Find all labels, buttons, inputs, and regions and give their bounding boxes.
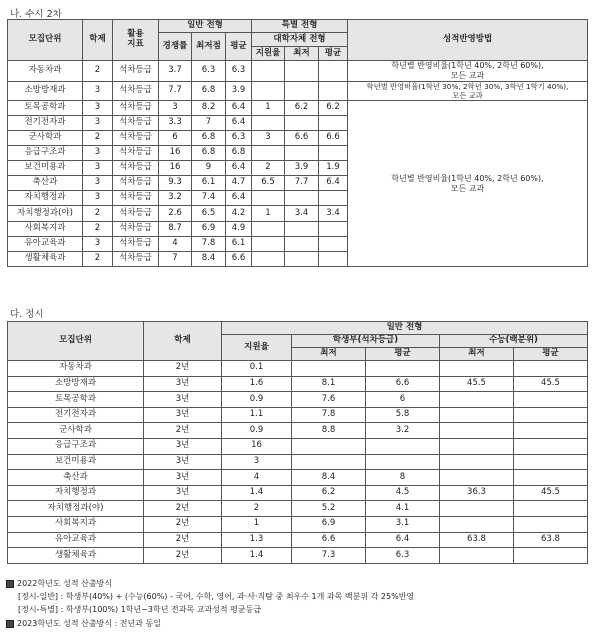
special-average-cell: 6.4 — [319, 176, 348, 191]
year-cell: 3년 — [144, 438, 222, 454]
suneung-average-cell — [514, 438, 588, 454]
suneung-lowest-cell: 63.8 — [440, 532, 514, 548]
average-cell: 6.4 — [226, 116, 252, 131]
suneung-lowest-cell — [440, 548, 514, 564]
record-average-cell: 5.8 — [366, 407, 440, 423]
competition-cell: 16 — [159, 146, 192, 161]
unit-cell: 자치행정과 — [8, 485, 144, 501]
year-cell: 3 — [83, 161, 113, 176]
record-lowest-cell: 6.9 — [292, 516, 366, 532]
record-lowest-cell — [292, 438, 366, 454]
suneung-average-cell — [514, 454, 588, 470]
applicants-cell: 1.6 — [222, 376, 292, 392]
average-cell: 6.8 — [226, 146, 252, 161]
index-cell: 석차등급 — [113, 116, 159, 131]
average-cell: 6.4 — [226, 191, 252, 206]
unit-cell: 응급구조과 — [8, 438, 144, 454]
lowest-cell: 6.9 — [192, 222, 226, 237]
year-cell: 2 — [83, 252, 113, 267]
header-lowest: 최저 — [292, 348, 366, 361]
unit-cell: 보건미용과 — [8, 161, 83, 176]
suneung-average-cell: 45.5 — [514, 376, 588, 392]
unit-cell: 유아교육과 — [8, 532, 144, 548]
footer-line-3: [정시-특별] : 학생부(100%) 1학년~3학년 전과목 교과성적 평균등급 — [18, 605, 262, 614]
header-year: 학제 — [144, 322, 222, 361]
index-cell: 석차등급 — [113, 222, 159, 237]
method-note-2: 학년별 반영비율(1학년 30%, 2학년 30%, 3학년 1학기 40%), 모든 교과 — [348, 82, 588, 101]
header-special: 특별 전형 — [252, 20, 348, 33]
method-note-1: 학년별 반영비율(1학년 40%, 2학년 60%), 모든 교과 — [348, 61, 588, 82]
competition-cell: 3.3 — [159, 116, 192, 131]
suneung-lowest-cell — [440, 516, 514, 532]
header-lowest: 최저점 — [192, 33, 226, 61]
applicants-cell: 1.4 — [222, 548, 292, 564]
record-average-cell: 6.4 — [366, 532, 440, 548]
table-row — [8, 501, 588, 517]
suneung-lowest-cell: 45.5 — [440, 376, 514, 392]
unit-cell: 축산과 — [8, 176, 83, 191]
index-cell: 석차등급 — [113, 161, 159, 176]
special-applicants-cell — [252, 191, 285, 206]
record-average-cell: 3.1 — [366, 516, 440, 532]
competition-cell: 4 — [159, 237, 192, 252]
applicants-cell: 1.4 — [222, 485, 292, 501]
competition-cell: 3.7 — [159, 61, 192, 82]
average-cell: 4.2 — [226, 206, 252, 222]
unit-cell: 전기전자과 — [8, 116, 83, 131]
year-cell: 3 — [83, 82, 113, 101]
record-average-cell: 6 — [366, 392, 440, 408]
unit-cell: 사회복지과 — [8, 516, 144, 532]
applicants-cell: 16 — [222, 438, 292, 454]
applicants-cell: 4 — [222, 470, 292, 486]
table-row — [8, 82, 588, 101]
header-general: 일반 전형 — [159, 20, 252, 33]
susi-table — [7, 19, 588, 267]
index-cell: 석차등급 — [113, 191, 159, 206]
suneung-average-cell — [514, 516, 588, 532]
table-row — [8, 361, 588, 377]
unit-cell: 생활체육과 — [8, 252, 83, 267]
lowest-cell: 9 — [192, 161, 226, 176]
average-cell: 4.7 — [226, 176, 252, 191]
index-cell: 석차등급 — [113, 101, 159, 116]
special-applicants-cell — [252, 82, 285, 101]
average-cell: 6.1 — [226, 237, 252, 252]
record-lowest-cell: 8.1 — [292, 376, 366, 392]
unit-cell: 전기전자과 — [8, 407, 144, 423]
record-average-cell: 4.5 — [366, 485, 440, 501]
header-average2: 평균 — [319, 47, 348, 61]
header-unit: 모집단위 — [8, 322, 144, 361]
special-average-cell — [319, 61, 348, 82]
competition-cell: 3 — [159, 101, 192, 116]
competition-cell: 9.3 — [159, 176, 192, 191]
unit-cell: 소방방재과 — [8, 376, 144, 392]
table-row — [8, 454, 588, 470]
special-lowest-cell — [285, 252, 319, 267]
lowest-cell: 6.8 — [192, 146, 226, 161]
competition-cell: 7.7 — [159, 82, 192, 101]
year-cell: 2년 — [144, 516, 222, 532]
unit-cell: 토목공학과 — [8, 101, 83, 116]
table-row — [8, 376, 588, 392]
year-cell: 2년 — [144, 423, 222, 439]
special-average-cell — [319, 146, 348, 161]
suneung-average-cell: 63.8 — [514, 532, 588, 548]
record-average-cell — [366, 361, 440, 377]
unit-cell: 보건미용과 — [8, 454, 144, 470]
year-cell: 3년 — [144, 485, 222, 501]
header-average: 평균 — [366, 348, 440, 361]
year-cell: 3년 — [144, 376, 222, 392]
unit-cell: 자치행정과(야) — [8, 206, 83, 222]
applicants-cell: 3 — [222, 454, 292, 470]
competition-cell: 7 — [159, 252, 192, 267]
method-note-3: 학년별 반영비율(1학년 40%, 2학년 60%), 모든 교과 — [348, 101, 588, 267]
unit-cell: 군사학과 — [8, 131, 83, 146]
unit-cell: 자치행정과(야) — [8, 501, 144, 517]
index-cell: 석차등급 — [113, 206, 159, 222]
suneung-lowest-cell — [440, 423, 514, 439]
applicants-cell: 0.1 — [222, 361, 292, 377]
special-lowest-cell — [285, 116, 319, 131]
average-cell: 4.9 — [226, 222, 252, 237]
table-row — [8, 61, 588, 82]
year-cell: 2 — [83, 61, 113, 82]
year-cell: 2 — [83, 206, 113, 222]
average-cell: 6.4 — [226, 101, 252, 116]
record-lowest-cell: 7.3 — [292, 548, 366, 564]
applicants-cell: 0.9 — [222, 423, 292, 439]
suneung-average-cell — [514, 423, 588, 439]
lowest-cell: 7.8 — [192, 237, 226, 252]
year-cell: 2년 — [144, 361, 222, 377]
record-lowest-cell: 6.6 — [292, 532, 366, 548]
special-lowest-cell — [285, 82, 319, 101]
lowest-cell: 7.4 — [192, 191, 226, 206]
suneung-lowest-cell — [440, 392, 514, 408]
special-lowest-cell — [285, 61, 319, 82]
index-cell: 석차등급 — [113, 131, 159, 146]
index-cell: 석차등급 — [113, 176, 159, 191]
suneung-lowest-cell — [440, 501, 514, 517]
record-average-cell — [366, 454, 440, 470]
special-lowest-cell: 6.6 — [285, 131, 319, 146]
header-applicants: 지원율 — [222, 335, 292, 361]
special-average-cell: 6.6 — [319, 131, 348, 146]
footer-line-2: [정시-일반] : 학생부(40%) + (수능(60%) - 국어, 수학, 영어, 과·사·직탐 중 최우수 1개 과목 백분위 각 25%반영 — [18, 592, 415, 601]
suneung-average-cell — [514, 407, 588, 423]
unit-cell: 토목공학과 — [8, 392, 144, 408]
suneung-average-cell — [514, 470, 588, 486]
special-applicants-cell — [252, 222, 285, 237]
record-average-cell: 8 — [366, 470, 440, 486]
table-row — [8, 101, 588, 116]
special-average-cell — [319, 252, 348, 267]
record-average-cell: 4.1 — [366, 501, 440, 517]
competition-cell: 2.6 — [159, 206, 192, 222]
special-applicants-cell — [252, 116, 285, 131]
year-cell: 2 — [83, 131, 113, 146]
header-average: 평균 — [226, 33, 252, 61]
unit-cell: 사회복지과 — [8, 222, 83, 237]
lowest-cell: 6.1 — [192, 176, 226, 191]
special-lowest-cell — [285, 146, 319, 161]
unit-cell: 축산과 — [8, 470, 144, 486]
suneung-lowest-cell — [440, 407, 514, 423]
lowest-cell: 6.8 — [192, 131, 226, 146]
average-cell: 6.6 — [226, 252, 252, 267]
year-cell: 3 — [83, 191, 113, 206]
year-cell: 2년 — [144, 501, 222, 517]
applicants-cell: 1 — [222, 516, 292, 532]
suneung-lowest-cell — [440, 470, 514, 486]
record-lowest-cell: 8.4 — [292, 470, 366, 486]
suneung-average-cell: 45.5 — [514, 485, 588, 501]
suneung-lowest-cell — [440, 361, 514, 377]
lowest-cell: 8.2 — [192, 101, 226, 116]
header-competition: 경쟁률 — [159, 33, 192, 61]
index-cell: 석차등급 — [113, 237, 159, 252]
header-unit: 모집단위 — [8, 20, 83, 61]
header-lowest2: 최저 — [285, 47, 319, 61]
lowest-cell: 6.8 — [192, 82, 226, 101]
lowest-cell: 8.4 — [192, 252, 226, 267]
average-cell: 6.3 — [226, 61, 252, 82]
special-average-cell: 6.2 — [319, 101, 348, 116]
suneung-average-cell — [514, 548, 588, 564]
header-average2: 평균 — [514, 348, 588, 361]
square-bullet-icon — [6, 580, 14, 588]
square-bullet-icon — [6, 620, 14, 628]
record-average-cell: 6.3 — [366, 548, 440, 564]
table-row — [8, 548, 588, 564]
year-cell: 3 — [83, 176, 113, 191]
record-average-cell — [366, 438, 440, 454]
year-cell: 3 — [83, 146, 113, 161]
year-cell: 3년 — [144, 454, 222, 470]
year-cell: 3 — [83, 237, 113, 252]
index-cell: 석차등급 — [113, 252, 159, 267]
header-year: 학제 — [83, 20, 113, 61]
suneung-average-cell — [514, 392, 588, 408]
applicants-cell: 2 — [222, 501, 292, 517]
suneung-average-cell — [514, 361, 588, 377]
special-average-cell — [319, 222, 348, 237]
special-average-cell — [319, 191, 348, 206]
special-average-cell: 1.9 — [319, 161, 348, 176]
footer-text-1: 2022학년도 성적 산출방식 — [17, 579, 112, 588]
special-applicants-cell — [252, 146, 285, 161]
table-row — [8, 438, 588, 454]
unit-cell: 응급구조과 — [8, 146, 83, 161]
special-lowest-cell: 7.7 — [285, 176, 319, 191]
year-cell: 2 — [83, 222, 113, 237]
special-average-cell — [319, 116, 348, 131]
special-lowest-cell — [285, 222, 319, 237]
special-applicants-cell: 1 — [252, 101, 285, 116]
year-cell: 3년 — [144, 407, 222, 423]
record-lowest-cell: 7.6 — [292, 392, 366, 408]
competition-cell: 3.2 — [159, 191, 192, 206]
footer-text-4: 2023학년도 성적 산출방식 : 전년과 동일 — [17, 619, 161, 628]
footer-line-4 — [6, 618, 161, 629]
competition-cell: 16 — [159, 161, 192, 176]
table-row — [8, 392, 588, 408]
lowest-cell: 7 — [192, 116, 226, 131]
header-applicants: 지원율 — [252, 47, 285, 61]
table-row — [8, 470, 588, 486]
section-b-title: 다. 정시 — [10, 309, 44, 320]
unit-cell: 군사학과 — [8, 423, 144, 439]
special-applicants-cell — [252, 237, 285, 252]
record-lowest-cell: 7.8 — [292, 407, 366, 423]
year-cell: 2년 — [144, 548, 222, 564]
average-cell: 6.4 — [226, 161, 252, 176]
header-general: 일반 전형 — [222, 322, 588, 335]
year-cell: 3년 — [144, 392, 222, 408]
unit-cell: 소방방재과 — [8, 82, 83, 101]
suneung-lowest-cell — [440, 438, 514, 454]
unit-cell: 생활체육과 — [8, 548, 144, 564]
applicants-cell: 0.9 — [222, 392, 292, 408]
year-cell: 3 — [83, 101, 113, 116]
special-applicants-cell: 1 — [252, 206, 285, 222]
special-applicants-cell: 2 — [252, 161, 285, 176]
suneung-lowest-cell: 36.3 — [440, 485, 514, 501]
record-average-cell: 3.2 — [366, 423, 440, 439]
unit-cell: 자동차과 — [8, 61, 83, 82]
year-cell: 2년 — [144, 532, 222, 548]
table-row — [8, 532, 588, 548]
year-cell: 3 — [83, 116, 113, 131]
special-lowest-cell — [285, 237, 319, 252]
header-school-record: 학생부(석차등급) — [292, 335, 440, 348]
average-cell: 6.3 — [226, 131, 252, 146]
unit-cell: 자동차과 — [8, 361, 144, 377]
record-lowest-cell — [292, 361, 366, 377]
special-applicants-cell: 6.5 — [252, 176, 285, 191]
record-lowest-cell: 6.2 — [292, 485, 366, 501]
jeongsi-table — [7, 321, 588, 564]
suneung-average-cell — [514, 501, 588, 517]
special-applicants-cell — [252, 61, 285, 82]
record-lowest-cell: 5.2 — [292, 501, 366, 517]
applicants-cell: 1.1 — [222, 407, 292, 423]
average-cell: 3.9 — [226, 82, 252, 101]
special-average-cell: 3.4 — [319, 206, 348, 222]
lowest-cell: 6.3 — [192, 61, 226, 82]
special-lowest-cell: 6.2 — [285, 101, 319, 116]
competition-cell: 8.7 — [159, 222, 192, 237]
header-method: 성적반영방법 — [348, 20, 588, 61]
header-index: 활용 지표 — [113, 20, 159, 61]
footer-line-1 — [6, 578, 112, 589]
header-suneung: 수능(백분위) — [440, 335, 588, 348]
record-average-cell: 6.6 — [366, 376, 440, 392]
special-applicants-cell: 3 — [252, 131, 285, 146]
lowest-cell: 6.5 — [192, 206, 226, 222]
table-row — [8, 485, 588, 501]
special-lowest-cell: 3.4 — [285, 206, 319, 222]
unit-cell: 유아교육과 — [8, 237, 83, 252]
special-lowest-cell — [285, 191, 319, 206]
index-cell: 석차등급 — [113, 61, 159, 82]
special-applicants-cell — [252, 252, 285, 267]
index-cell: 석차등급 — [113, 82, 159, 101]
record-lowest-cell: 8.8 — [292, 423, 366, 439]
applicants-cell: 1.3 — [222, 532, 292, 548]
suneung-lowest-cell — [440, 454, 514, 470]
competition-cell: 6 — [159, 131, 192, 146]
special-average-cell — [319, 237, 348, 252]
record-lowest-cell — [292, 454, 366, 470]
header-lowest2: 최저 — [440, 348, 514, 361]
year-cell: 3년 — [144, 470, 222, 486]
special-lowest-cell: 3.9 — [285, 161, 319, 176]
table-row — [8, 407, 588, 423]
index-cell: 석차등급 — [113, 146, 159, 161]
table-row — [8, 516, 588, 532]
unit-cell: 자치행정과 — [8, 191, 83, 206]
special-average-cell — [319, 82, 348, 101]
section-a-title: 나. 수시 2차 — [10, 9, 62, 20]
header-special-sub: 대학자체 전형 — [252, 33, 348, 47]
table-row — [8, 423, 588, 439]
